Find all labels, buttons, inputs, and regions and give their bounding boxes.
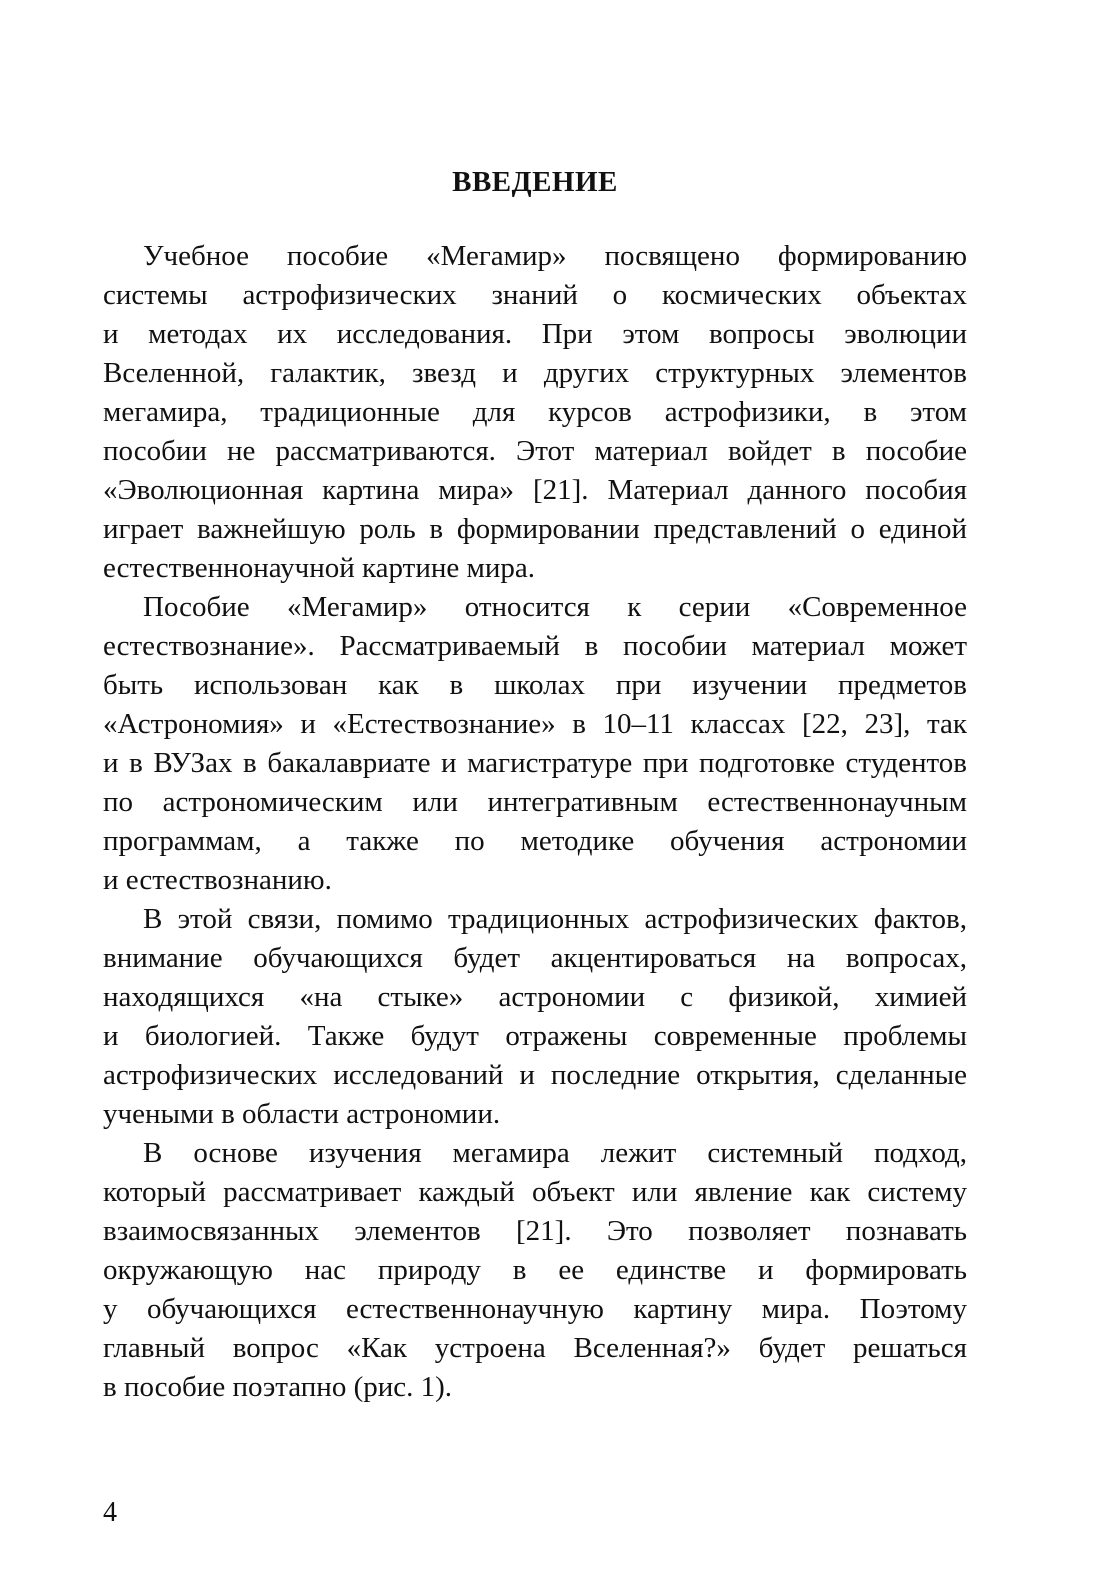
text-line: взаимосвязанных элементов [21]. Это позволяет познавать bbox=[103, 1215, 967, 1247]
text-line: по астрономическим или интегративным естественнонаучным bbox=[103, 786, 967, 818]
text-line: и в ВУЗах в бакалавриате и магистратуре при подготовке студентов bbox=[103, 747, 967, 779]
text-line: который рассматривает каждый объект или явление как систему bbox=[103, 1176, 967, 1208]
text-line: пособии не рассматриваются. Этот материал войдет в пособие bbox=[103, 435, 967, 467]
text-line: астрофизических исследований и последние открытия, сделанные bbox=[103, 1059, 967, 1091]
text-line: и естествознанию. bbox=[103, 864, 332, 896]
text-line: мегамира, традиционные для курсов астрофизики, в этом bbox=[103, 396, 967, 428]
text-line: находящихся «на стыке» астрономии с физикой, химией bbox=[103, 981, 967, 1013]
text-line: быть использован как в школах при изучении предметов bbox=[103, 669, 967, 701]
text-line: В этой связи, помимо традиционных астрофизических фактов, bbox=[143, 903, 967, 935]
text-line: и методах их исследования. При этом вопросы эволюции bbox=[103, 318, 967, 350]
text-line: окружающую нас природу в ее единстве и формировать bbox=[103, 1254, 967, 1286]
text-line: Учебное пособие «Мегамир» посвящено формированию bbox=[143, 240, 967, 272]
text-line: и биологией. Также будут отражены современные проблемы bbox=[103, 1020, 967, 1052]
text-line: системы астрофизических знаний о космических объектах bbox=[103, 279, 967, 311]
page-number: 4 bbox=[103, 1497, 117, 1528]
text-line: Пособие «Мегамир» относится к серии «Современное bbox=[143, 591, 967, 623]
text-line: «Эволюционная картина мира» [21]. Материал данного пособия bbox=[103, 474, 967, 506]
text-line: В основе изучения мегамира лежит системный подход, bbox=[143, 1137, 967, 1169]
text-line: естественнонаучной картине мира. bbox=[103, 552, 535, 584]
text-line: главный вопрос «Как устроена Вселенная?» будет решаться bbox=[103, 1332, 967, 1364]
page-title: ВВЕДЕНИЕ bbox=[452, 166, 618, 198]
text-line: играет важнейшую роль в формировании представлений о единой bbox=[103, 513, 967, 545]
text-line: программам, а также по методике обучения астрономии bbox=[103, 825, 967, 857]
text-line: внимание обучающихся будет акцентироваться на вопросах, bbox=[103, 942, 967, 974]
text-line: «Астрономия» и «Естествознание» в 10–11 классах [22, 23], так bbox=[103, 708, 967, 740]
text-line: у обучающихся естественнонаучную картину мира. Поэтому bbox=[103, 1293, 967, 1325]
text-line: Вселенной, галактик, звезд и других структурных элементов bbox=[103, 357, 967, 389]
text-line: в пособие поэтапно (рис. 1). bbox=[103, 1371, 453, 1403]
text-line: учеными в области астрономии. bbox=[103, 1098, 501, 1130]
text-line: естествознание». Рассматриваемый в пособии материал может bbox=[103, 630, 967, 662]
